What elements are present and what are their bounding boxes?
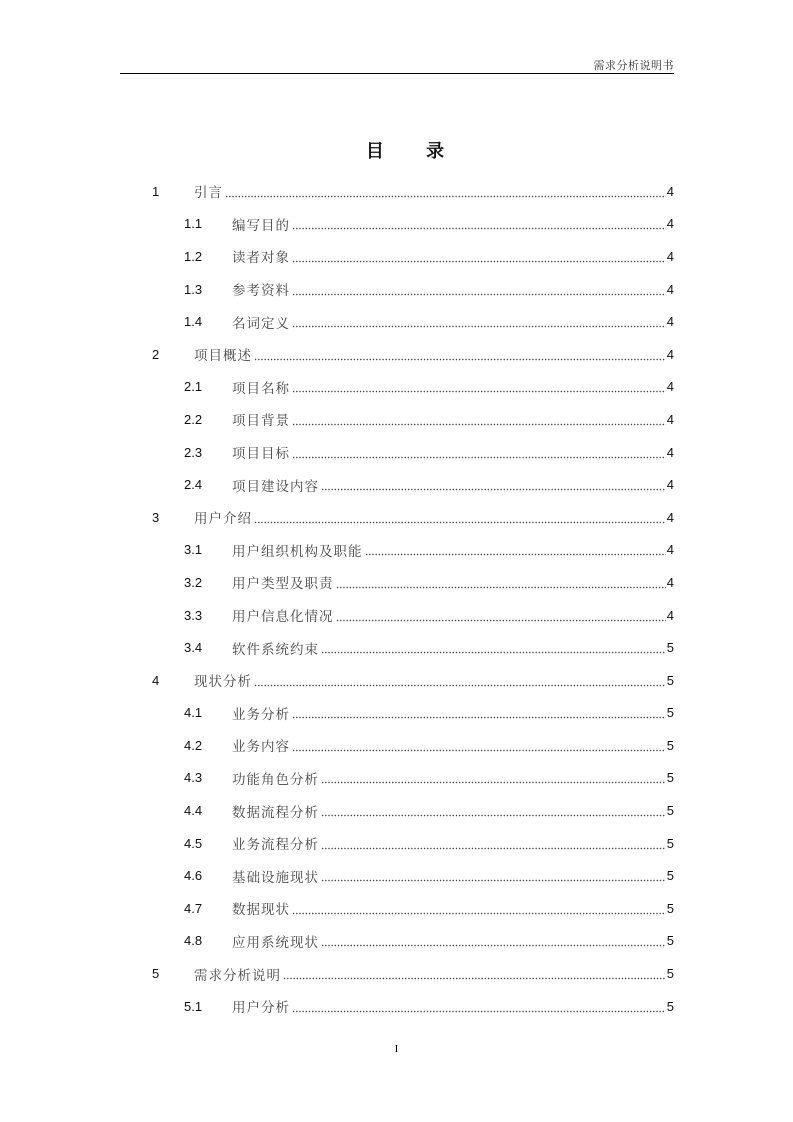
toc-entry-page: 4	[666, 574, 674, 590]
toc-entry[interactable]	[148, 566, 674, 599]
toc-entry-number: 2.3	[184, 444, 203, 460]
toc-entry-number: 3.2	[184, 574, 203, 590]
toc-entry-label[interactable]: 用户信息化情况	[232, 609, 334, 626]
toc-dot-leader	[292, 380, 666, 393]
toc-entry[interactable]	[148, 697, 674, 730]
toc-entry-page: 4	[666, 314, 674, 330]
toc-entry-number: 2.4	[184, 477, 203, 493]
toc-entry-number: 4.7	[184, 900, 203, 916]
toc-entry[interactable]	[148, 859, 674, 892]
toc-entry-page: 4	[666, 477, 674, 493]
toc-entry-label[interactable]: 业务流程分析	[232, 837, 319, 854]
toc-entry-label[interactable]: 项目背景	[232, 413, 290, 430]
toc-entry-page: 4	[666, 607, 674, 623]
toc-entry-label[interactable]: 软件系统约束	[232, 641, 319, 658]
table-of-contents	[148, 175, 674, 1022]
toc-entry-number: 3	[152, 509, 160, 525]
running-header-title: 需求分析说明书	[593, 59, 674, 72]
toc-entry[interactable]	[148, 892, 674, 925]
toc-dot-leader	[225, 185, 666, 198]
toc-entry[interactable]	[148, 403, 674, 436]
toc-entry-label[interactable]: 编写目的	[232, 217, 290, 234]
toc-entry-page: 4	[666, 411, 674, 427]
toc-entry-page: 5	[666, 737, 674, 753]
toc-entry-label[interactable]: 业务内容	[232, 739, 290, 756]
toc-entry-label[interactable]: 功能角色分析	[232, 771, 319, 788]
toc-entry-label[interactable]: 读者对象	[232, 250, 290, 267]
toc-entry[interactable]	[148, 436, 674, 469]
toc-entry-page: 5	[666, 966, 674, 982]
toc-entry-label[interactable]: 数据流程分析	[232, 804, 319, 821]
toc-dot-leader	[292, 283, 666, 296]
toc-entry-label[interactable]: 用户分析	[232, 1000, 290, 1017]
toc-entry-number: 3.3	[184, 607, 203, 623]
toc-entry-label[interactable]: 项目概述	[194, 348, 252, 365]
toc-entry[interactable]	[148, 729, 674, 762]
toc-entry-page: 5	[666, 705, 674, 721]
toc-dot-leader	[321, 869, 666, 882]
page-number: I	[394, 1043, 399, 1055]
toc-entry[interactable]	[148, 338, 674, 371]
toc-entry[interactable]	[148, 599, 674, 632]
toc-entry[interactable]	[148, 631, 674, 664]
toc-dot-leader	[321, 934, 666, 947]
toc-entry-number: 1.1	[184, 216, 203, 232]
toc-entry-page: 5	[666, 770, 674, 786]
toc-entry-page: 5	[666, 672, 674, 688]
toc-entry-number: 1.2	[184, 248, 203, 264]
toc-entry-number: 1	[152, 183, 160, 199]
toc-entry-page: 4	[666, 216, 674, 232]
toc-entry-page: 5	[666, 998, 674, 1014]
toc-entry-label[interactable]: 项目目标	[232, 446, 290, 463]
toc-entry[interactable]	[148, 664, 674, 697]
toc-entry-page: 4	[666, 346, 674, 362]
toc-dot-leader	[254, 511, 666, 524]
toc-entry-number: 3.4	[184, 640, 203, 656]
toc-entry-page: 4	[666, 379, 674, 395]
toc-entry-page: 4	[666, 281, 674, 297]
toc-dot-leader	[292, 706, 666, 719]
toc-dot-leader	[321, 771, 666, 784]
toc-entry-page: 5	[666, 835, 674, 851]
toc-entry-label[interactable]: 需求分析说明	[194, 967, 281, 984]
toc-entry[interactable]	[148, 990, 674, 1023]
toc-entry-page: 4	[666, 509, 674, 525]
toc-dot-leader	[283, 967, 666, 980]
toc-entry-number: 4.8	[184, 933, 203, 949]
toc-entry-number: 4.4	[184, 803, 203, 819]
toc-entry[interactable]	[148, 794, 674, 827]
toc-entry-label[interactable]: 用户介绍	[194, 511, 252, 528]
toc-entry-label[interactable]: 现状分析	[194, 674, 252, 691]
toc-dot-leader	[336, 576, 666, 589]
toc-entry-number: 2.2	[184, 411, 203, 427]
toc-dot-leader	[365, 543, 666, 556]
toc-entry-label[interactable]: 名词定义	[232, 315, 290, 332]
toc-dot-leader	[292, 413, 666, 426]
toc-entry-label[interactable]: 项目建设内容	[232, 478, 319, 495]
toc-entry[interactable]	[148, 240, 674, 273]
toc-entry-number: 1.3	[184, 281, 203, 297]
toc-entry-page: 5	[666, 868, 674, 884]
toc-dot-leader	[292, 446, 666, 459]
header-rule	[120, 73, 674, 74]
toc-entry-number: 4.2	[184, 737, 203, 753]
toc-entry[interactable]	[148, 827, 674, 860]
toc-entry[interactable]	[148, 175, 674, 208]
toc-dot-leader	[292, 1000, 666, 1013]
toc-entry-page: 4	[666, 542, 674, 558]
toc-dot-leader	[321, 837, 666, 850]
toc-dot-leader	[292, 315, 666, 328]
toc-entry-label[interactable]: 参考资料	[232, 283, 290, 300]
toc-dot-leader	[254, 348, 666, 361]
toc-dot-leader	[321, 641, 666, 654]
toc-entry[interactable]	[148, 957, 674, 990]
toc-entry[interactable]	[148, 762, 674, 795]
toc-entry-page: 4	[666, 248, 674, 264]
toc-dot-leader	[336, 609, 666, 622]
toc-entry[interactable]	[148, 925, 674, 958]
toc-entry-number: 5.1	[184, 998, 203, 1014]
toc-entry-number: 4.5	[184, 835, 203, 851]
toc-entry-number: 4.6	[184, 868, 203, 884]
toc-entry-number: 4	[152, 672, 160, 688]
toc-dot-leader	[254, 674, 666, 687]
toc-entry-page: 5	[666, 803, 674, 819]
toc-entry[interactable]	[148, 534, 674, 567]
toc-entry-page: 5	[666, 933, 674, 949]
toc-entry[interactable]	[148, 371, 674, 404]
toc-entry-number: 3.1	[184, 542, 203, 558]
toc-dot-leader	[292, 217, 666, 230]
toc-entry-number: 2	[152, 346, 160, 362]
toc-entry-number: 1.4	[184, 314, 203, 330]
toc-entry-label[interactable]: 项目名称	[232, 380, 290, 397]
toc-dot-leader	[321, 804, 666, 817]
toc-entry-label[interactable]: 用户类型及职责	[232, 576, 334, 593]
toc-dot-leader	[292, 739, 666, 752]
toc-entry-number: 4.1	[184, 705, 203, 721]
toc-dot-leader	[292, 250, 666, 263]
toc-entry-page: 4	[666, 183, 674, 199]
toc-title: 目 录	[365, 141, 463, 162]
toc-entry-label[interactable]: 业务分析	[232, 706, 290, 723]
toc-entry-number: 5	[152, 966, 160, 982]
toc-entry-label[interactable]: 应用系统现状	[232, 934, 319, 951]
toc-dot-leader	[292, 902, 666, 915]
toc-entry[interactable]	[148, 305, 674, 338]
toc-entry[interactable]	[148, 208, 674, 241]
toc-entry-number: 4.3	[184, 770, 203, 786]
toc-entry-label[interactable]: 用户组织机构及职能	[232, 543, 363, 560]
toc-entry-label[interactable]: 数据现状	[232, 902, 290, 919]
toc-entry[interactable]	[148, 468, 674, 501]
toc-entry-page: 4	[666, 444, 674, 460]
toc-entry-page: 5	[666, 900, 674, 916]
toc-dot-leader	[321, 478, 666, 491]
toc-entry-label[interactable]: 基础设施现状	[232, 869, 319, 886]
toc-entry[interactable]	[148, 273, 674, 306]
toc-entry-number: 2.1	[184, 379, 203, 395]
toc-entry[interactable]	[148, 501, 674, 534]
toc-entry-label[interactable]: 引言	[194, 185, 223, 202]
toc-entry-page: 5	[666, 640, 674, 656]
